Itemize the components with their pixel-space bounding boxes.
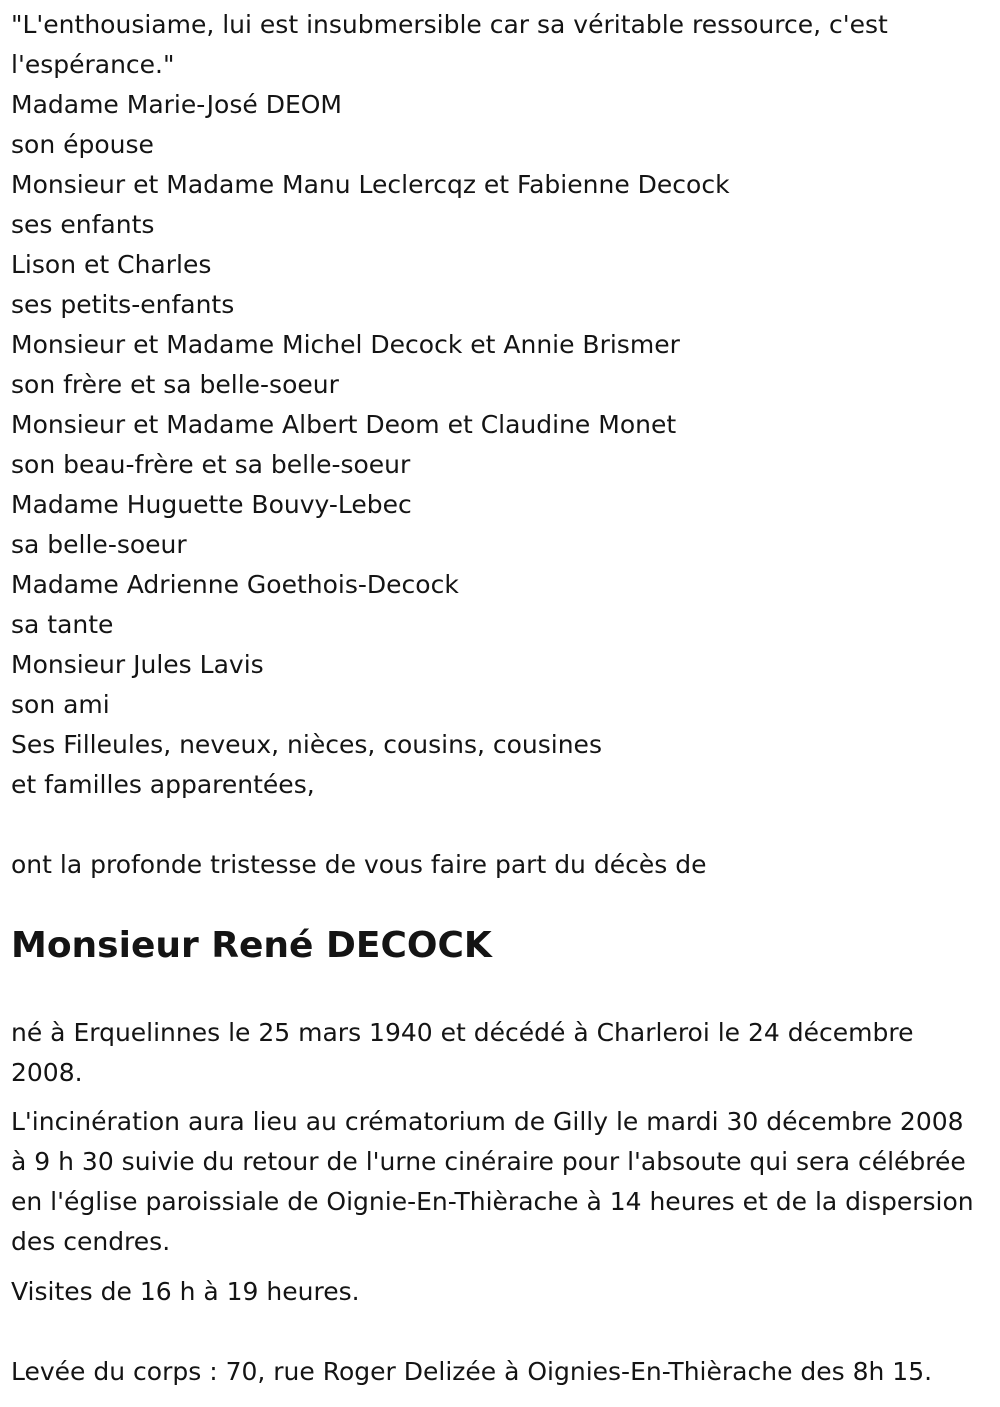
family-line: et familles apparentées, (11, 770, 315, 799)
family-line: Monsieur Jules Lavis (11, 650, 264, 679)
epigraph-quote: "L'enthousiame, lui est insubmersible car sa véritable ressource, c'est l'espérance." (11, 10, 888, 79)
family-line: Monsieur et Madame Michel Decock et Annie Brismer (11, 330, 680, 359)
family-line: Madame Adrienne Goethois-Decock (11, 570, 459, 599)
family-line: Madame Marie-José DEOM (11, 90, 342, 119)
birth-death-text: né à Erquelinnes le 25 mars 1940 et décédé à Charleroi le 24 décembre 2008. (11, 1018, 914, 1087)
family-line: ses petits-enfants (11, 290, 235, 319)
family-line: Lison et Charles (11, 250, 212, 279)
levee-text: Levée du corps : 70, rue Roger Delizée à Oignies-En-Thièrache des 8h 15. (11, 1357, 933, 1386)
family-line: sa tante (11, 610, 114, 639)
family-line: Madame Huguette Bouvy-Lebec (11, 490, 412, 519)
announcement-text: ont la profonde tristesse de vous faire part du décès de (11, 850, 707, 879)
family-line: Monsieur et Madame Manu Leclercqz et Fabienne Decock (11, 170, 730, 199)
family-line: ses enfants (11, 210, 155, 239)
ceremony-text: L'incinération aura lieu au crématorium de Gilly le mardi 30 décembre 2008 à 9 h 30 suivie du retour de l'urne cinéraire pour l'absoute qui sera célébrée en l'église paroissiale de Oignie-En-Thièrache à 14 heures et de la dispersion des cendres. (11, 1107, 974, 1256)
family-line: Ses Filleules, neveux, nièces, cousins, cousines (11, 730, 602, 759)
family-line: son épouse (11, 130, 154, 159)
family-line: son frère et sa belle-soeur (11, 370, 339, 399)
family-line: sa belle-soeur (11, 530, 187, 559)
family-list (11, 85, 730, 805)
family-line: son ami (11, 690, 110, 719)
family-line: Monsieur et Madame Albert Deom et Claudine Monet (11, 410, 677, 439)
family-line: son beau-frère et sa belle-soeur (11, 450, 411, 479)
visits-text: Visites de 16 h à 19 heures. (11, 1277, 360, 1306)
deceased-name: Monsieur René DECOCK (11, 925, 492, 966)
